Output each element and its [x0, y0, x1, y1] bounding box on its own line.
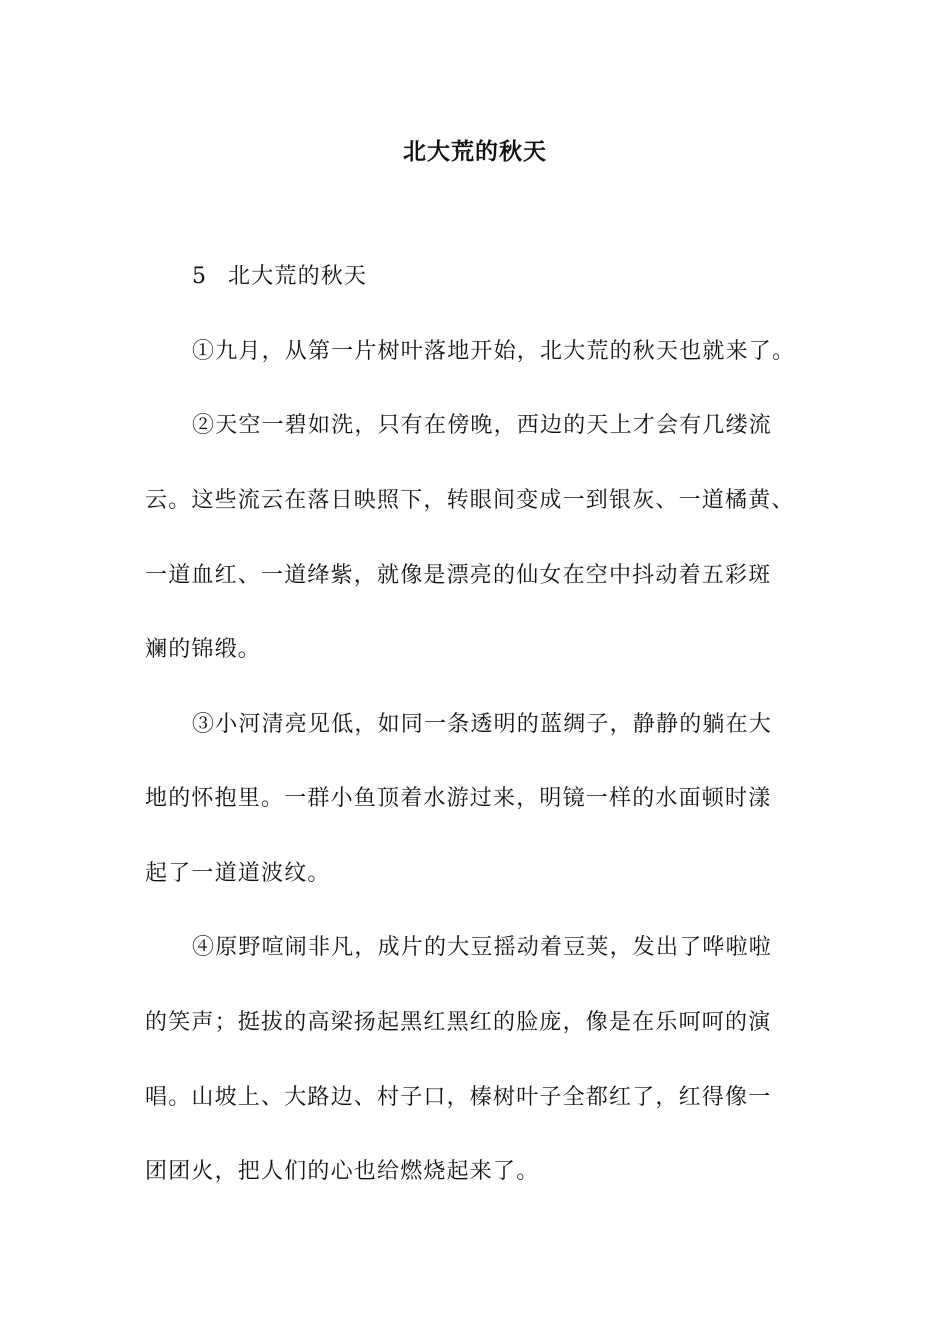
paragraph-3-line-1: ③小河清亮见低，如同一条透明的蓝绸子，静静的躺在大	[192, 712, 773, 737]
paragraph-4-line-3: 唱。山坡上、大路边、村子口，榛树叶子全都红了，红得像一	[145, 1085, 772, 1110]
paragraph-2-line-3: 一道血红、一道绛紫，就像是漂亮的仙女在空中抖动着五彩斑	[145, 563, 772, 588]
paragraph-4-line-4: 团团火，把人们的心也给燃烧起来了。	[145, 1159, 540, 1184]
paragraph-4-line-2: 的笑声；挺拔的高梁扬起黑红黑红的脸庞，像是在乐呵呵的演	[145, 1010, 772, 1035]
paragraph-2-line-4: 斓的锦缎。	[145, 637, 262, 662]
paragraph-3-line-2: 地的怀抱里。一群小鱼顶着水游过来，明镜一样的水面顿时漾	[145, 786, 772, 811]
paragraph-1-line-1: ①九月，从第一片树叶落地开始，北大荒的秋天也就来了。	[192, 339, 796, 364]
subheading	[192, 262, 892, 292]
subheading-text: 北大荒的秋天	[228, 264, 368, 289]
paragraph-2-line-2: 云。这些流云在落日映照下，转眼间变成一到银灰、一道橘黄、	[145, 488, 795, 513]
paragraph-2-line-1: ②天空一碧如洗，只有在傍晚，西边的天上才会有几缕流	[192, 413, 773, 438]
paragraph-4-line-1: ④原野喧闹非凡，成片的大豆摇动着豆荚，发出了哗啦啦	[192, 935, 773, 960]
paragraph-3-line-3: 起了一道道波纹。	[145, 861, 331, 886]
subheading-number: 5	[192, 264, 208, 289]
document-title: 北大荒的秋天	[403, 139, 547, 165]
